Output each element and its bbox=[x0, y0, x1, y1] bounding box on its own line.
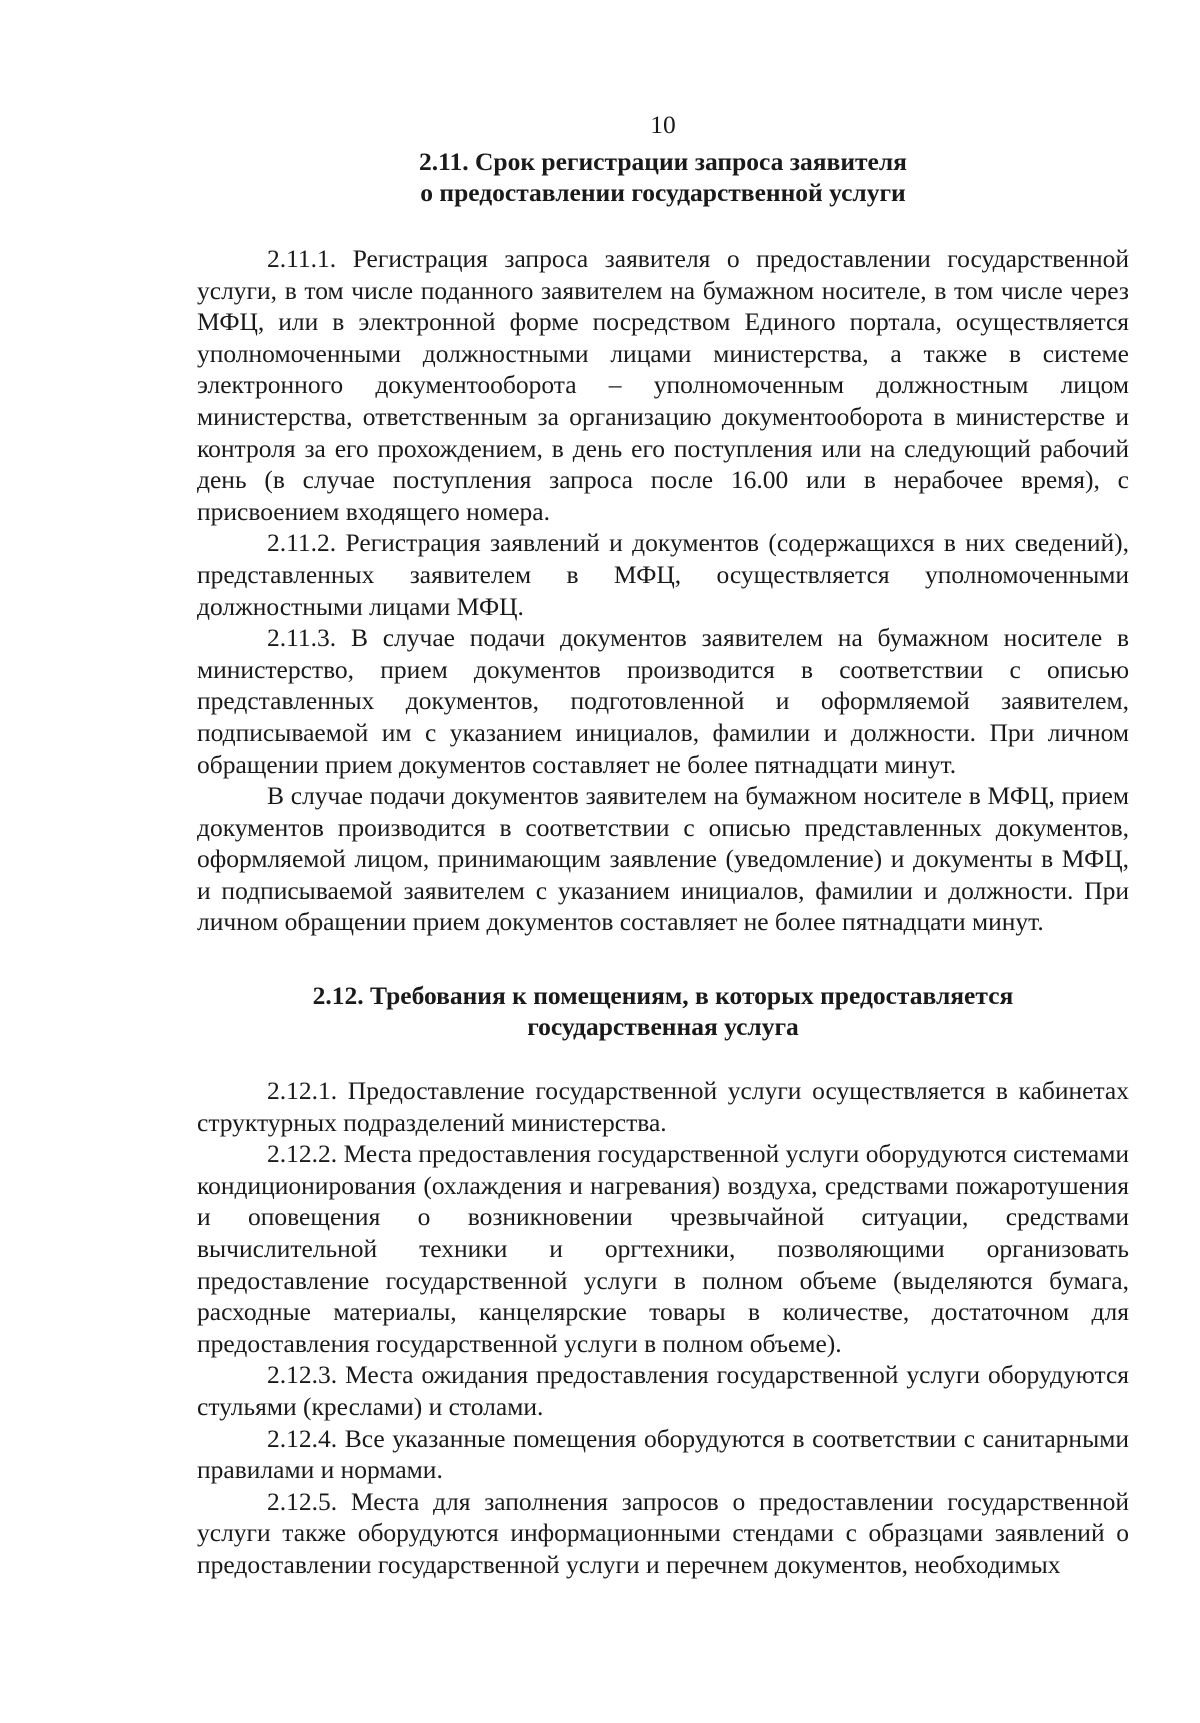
paragraph-2-12-1: 2.12.1. Предоставление государственной услуги осуществляется в кабинетах структурных подразделений министерства. bbox=[197, 1076, 1129, 1137]
paragraph-2-12-4: 2.12.4. Все указанные помещения оборудуются в соответствии с санитарными правилами и нормами. bbox=[197, 1423, 1129, 1485]
paragraph-2-11-1: 2.11.1. Регистрация запроса заявителя о предоставлении государственной услуги, в том числе поданного заявителем на бумажном носителе, в том числе через МФЦ, или в электронной форме посредством Единого портала, осуществляется уполномоченными должностными лицами министерства, а также в системе электронного документооборота – уполномоченным должностным лицом министерства, ответственным за организацию документооборота в министерстве и контроля за его прохождением, в день его поступления или на следующий рабочий день (в случае поступления запроса после 16.00 или в нерабочее время), с присвоением входящего номера. bbox=[197, 244, 1129, 526]
paragraph-2-11-3-mfc: В случае подачи документов заявителем на бумажном носителе в МФЦ, прием документов производится в соответствии с описью представленных документов, оформляемой лицом, принимающим заявление (уведомление) и документы в МФЦ, и подписываемой заявителем с указанием инициалов, фамилии и должности. При личном обращении прием документов составляет не более пятнадцати минут. bbox=[197, 781, 1129, 937]
section-2-11-heading bbox=[197, 146, 1129, 208]
paragraph-2-12-2: 2.12.2. Места предоставления государственной услуги оборудуются системами кондиционирования (охлаждения и нагревания) воздуха, средствами пожаротушения и оповещения о возникновении чрезвычайной ситуации, средствами вычислительной техники и оргтехники, позволяющими организовать предоставление государственной услуги в полном объеме (выделяются бумага, расходные материалы, канцелярские товары в количестве, достаточном для предоставления государственной услуги в полном объеме). bbox=[197, 1139, 1129, 1358]
section-2-11-heading-line2: о предоставлении государственной услуги bbox=[420, 178, 906, 207]
section-2-12-heading bbox=[197, 980, 1129, 1042]
paragraph-2-12-3: 2.12.3. Места ожидания предоставления государственной услуги оборудуются стульями (креслами) и столами. bbox=[197, 1360, 1129, 1421]
paragraph-2-11-2: 2.11.2. Регистрация заявлений и документов (содержащихся в них сведений), представленных заявителем в МФЦ, осуществляется уполномоченными должностными лицами МФЦ. bbox=[197, 528, 1129, 621]
page-number: 10 bbox=[650, 110, 676, 139]
section-2-11-heading-line1: 2.11. Срок регистрации запроса заявителя bbox=[419, 147, 907, 176]
paragraph-2-11-3: 2.11.3. В случае подачи документов заявителем на бумажном носителе в министерство, прием документов производится в соответствии с описью представленных документов, подготовленной и оформляемой заявителем, подписываемой им с указанием инициалов, фамилии и должности. При личном обращении прием документов составляет не более пятнадцати минут. bbox=[197, 623, 1129, 779]
document-page bbox=[197, 110, 1129, 1581]
section-2-12-heading-line1: 2.12. Требования к помещениям, в которых предоставляется bbox=[312, 981, 1014, 1011]
section-2-12-heading-line2: государственная услуга bbox=[527, 1012, 799, 1042]
paragraph-2-12-5: 2.12.5. Места для заполнения запросов о предоставлении государственной услуги также оборудуются информационными стендами с образцами заявлений о предоставлении государственной услуги и перечнем документов, необходимых bbox=[197, 1486, 1129, 1579]
